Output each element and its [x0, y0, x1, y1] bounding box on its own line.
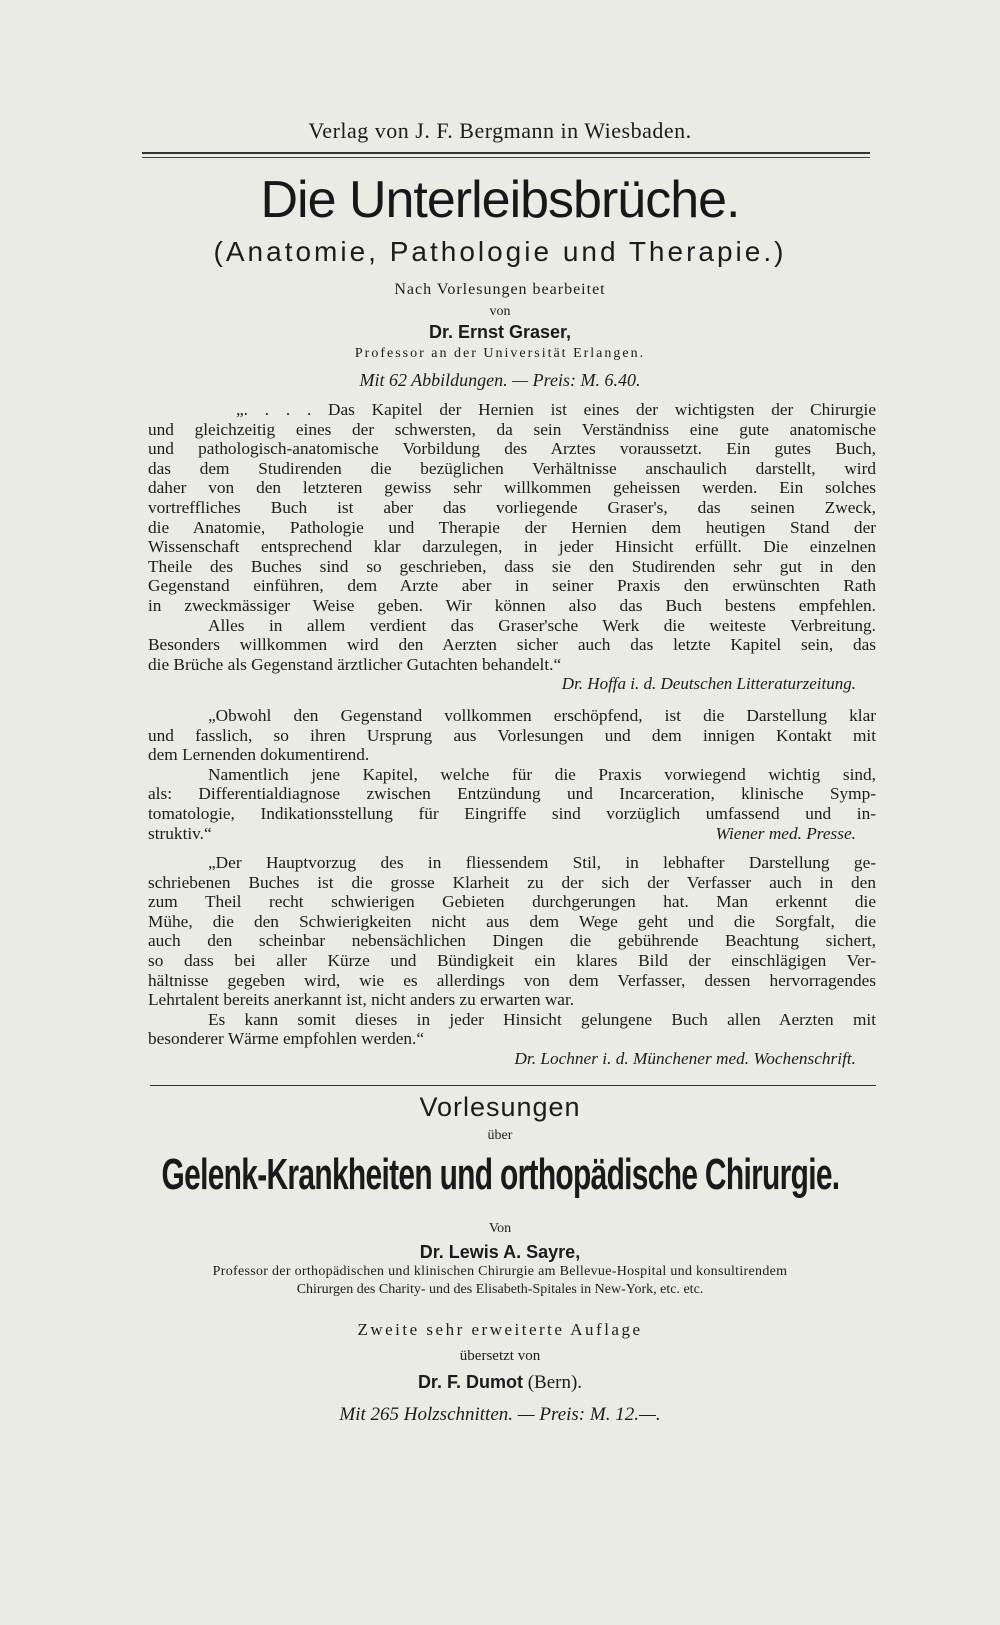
book2-heading: Vorlesungen	[419, 1092, 581, 1122]
book1-subtitle: (Anatomie, Pathologie und Therapie.)	[213, 236, 787, 267]
review1-line: und pathologisch-anatomische Vorbildung des Arztes voraussetzt. Ein gutes Buch,	[148, 439, 876, 459]
review1-line: daher von den letzteren gewiss sehr willkommen geheissen werden. Ein solches	[148, 478, 876, 498]
review3-line: hältnisse gegeben wird, wie es allerdings von dem Verfasser, dessen hervorragendes	[148, 970, 876, 990]
review3-line: schriebenen Buches ist die grosse Klarheit zu der sich der Verfasser auch in den	[148, 872, 876, 892]
book2-position-line1: Professor der orthopädischen und klinischen Chirurgie am Bellevue-Hospital und konsultirendem	[212, 1264, 788, 1279]
book2-position-line2: Chirurgen des Charity- und des Elisabeth-Spitales in New-York, etc. etc.	[296, 1282, 704, 1297]
book1-details: Mit 62 Abbildungen. — Preis: M. 6.40.	[359, 370, 641, 390]
review2-line: als: Differentialdiagnose zwischen Entzündung und Incarceration, klinische Symp-	[148, 784, 876, 804]
review2-source: Wiener med. Presse.	[715, 823, 856, 843]
review1-line: Wissenschaft entsprechend klar darzulegen, in jeder Hinsicht erfüllt. Die einzelnen	[148, 537, 876, 557]
review2-line: dem Lernenden dokumentirend.	[148, 745, 370, 765]
review3-source: Dr. Lochner i. d. Münchener med. Wochenschrift.	[514, 1048, 856, 1068]
review1-source: Dr. Hoffa i. d. Deutschen Litteraturzeitung.	[561, 674, 856, 694]
book2-details: Mit 265 Holzschnitten. — Preis: M. 12.—.	[339, 1404, 661, 1425]
review2-last-line	[148, 824, 876, 844]
review2-last-text: struktiv.“	[148, 823, 212, 843]
review3-line: „Der Hauptvorzug des in fliessendem Stil, in lebhafter Darstellung ge-	[208, 853, 876, 872]
review2-line: Namentlich jene Kapitel, welche für die Praxis vorwiegend wichtig sind,	[208, 764, 876, 784]
review1-line: die Brüche als Gegenstand ärztlicher Gutachten behandelt.“	[148, 654, 562, 674]
review3-line: besonderer Wärme empfohlen werden.“	[148, 1029, 425, 1049]
review3-line: Mühe, die den Schwierigkeiten nicht aus dem Wege geht und die Sorgfalt, die	[148, 911, 876, 931]
review1-line: Besonders willkommen wird den Aerzten sicher auch das letzte Kapitel sein, das	[148, 635, 876, 655]
review2-line: und fasslich, so ihren Ursprung aus Vorlesungen und dem innigen Kontakt mit	[148, 725, 876, 745]
book1-author-position: Professor an der Universität Erlangen.	[354, 346, 646, 361]
review3-line: auch den scheinbar nebensächlichen Dingen die gebührende Beachtung sichert,	[148, 931, 876, 951]
review3-line: Lehrtalent bereits anerkannt ist, nicht anders zu erwarten war.	[148, 990, 575, 1010]
review1-line: Alles in allem verdient das Graser'sche Werk die weiteste Verbreitung.	[208, 615, 876, 635]
book2-over: über	[487, 1128, 513, 1143]
double-rule-top	[142, 152, 870, 154]
double-rule-bottom	[142, 157, 870, 158]
review2-line: „Obwohl den Gegenstand vollkommen erschöpfend, ist die Darstellung klar	[208, 706, 876, 725]
review2	[148, 706, 876, 843]
book1-based-on: Nach Vorlesungen bearbeitet	[394, 281, 606, 298]
review1-line: das dem Studirenden die bezüglichen Verhältnisse anschaulich darstellt, wird	[148, 458, 876, 478]
section-divider	[150, 1085, 876, 1086]
review1-line: vortreffliches Buch ist aber das vorliegende Graser's, das seinen Zweck,	[148, 497, 876, 517]
book2-translator-line	[0, 1372, 1000, 1394]
book1-author: Dr. Ernst Graser,	[428, 322, 572, 342]
review1-line: und gleichzeitig eines der schwersten, da sein Verständniss eine gute anatomische	[148, 419, 876, 439]
book2-translated-by: übersetzt von	[459, 1348, 541, 1364]
review1-line: Theile des Buches sind so geschrieben, dass sie den Studirenden sehr gut in den	[148, 556, 876, 576]
review2-line: tomatologie, Indikationsstellung für Eingriffe sind vorzüglich umfassend und in-	[148, 803, 876, 823]
book2-edition: Zweite sehr erweiterte Auflage	[357, 1320, 643, 1339]
book2-by: Von	[488, 1221, 512, 1236]
review1-line: „. . . . Das Kapitel der Hernien ist eines der wichtigsten der Chirurgie	[236, 400, 876, 419]
review1-line: die Anatomie, Pathologie und Therapie der Hernien dem heutigen Stand der	[148, 517, 876, 537]
publisher-line: Verlag von J. F. Bergmann in Wiesbaden.	[308, 118, 692, 143]
review1-line: in zweckmässiger Weise geben. Wir können also das Buch bestens empfehlen.	[148, 595, 876, 615]
book2-author: Dr. Lewis A. Sayre,	[419, 1242, 581, 1262]
book2-title: Gelenk-Krankheiten und orthopädische Chirurgie.	[161, 1150, 839, 1199]
review1	[148, 400, 876, 694]
book1-by: von	[489, 304, 511, 319]
review1-line: Gegenstand einführen, dem Arzte aber in seiner Praxis den erwünschten Rath	[148, 576, 876, 596]
book2-translator: Dr. F. Dumot	[417, 1372, 523, 1392]
review3-line: so dass bei aller Kürze und Bündigkeit ein klares Bild der einschlägigen Ver-	[148, 950, 876, 970]
book2-title-wrap	[0, 1150, 1000, 1212]
book2-translator-place: (Bern).	[527, 1372, 583, 1393]
review3	[148, 853, 876, 1069]
review3-line: zum Theil recht schwierigen Gebieten durchgerungen hat. Man erkennt die	[148, 892, 876, 912]
book1-title: Die Unterleibsbrüche.	[260, 171, 740, 229]
review3-line: Es kann somit dieses in jeder Hinsicht gelungene Buch allen Aerzten mit	[208, 1009, 876, 1029]
